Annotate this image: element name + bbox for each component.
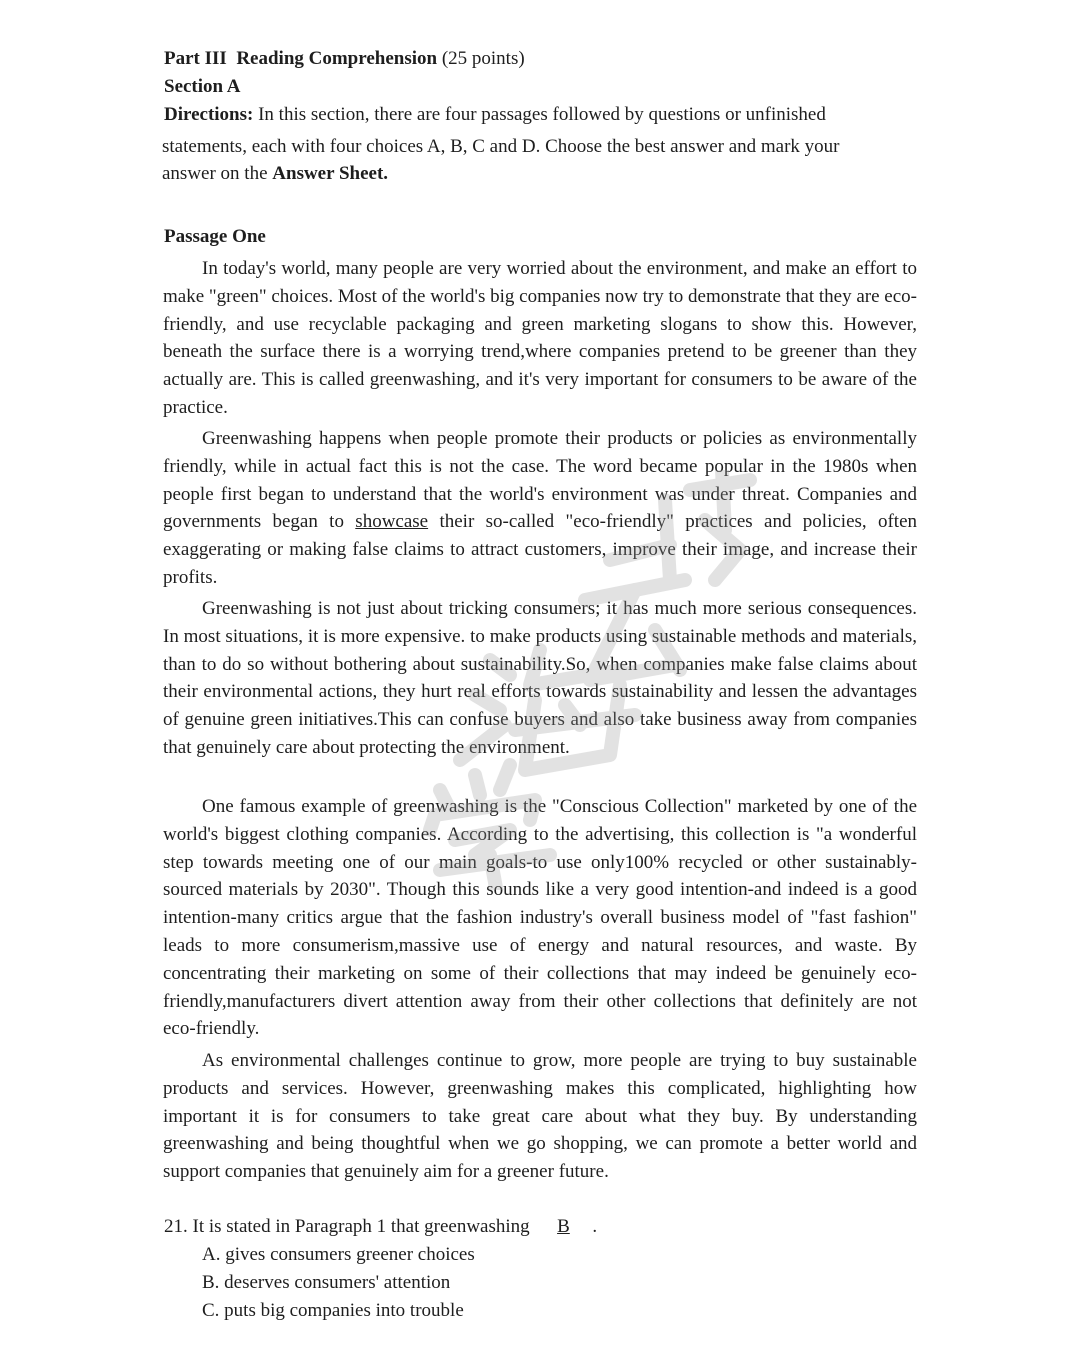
directions-text-1: In this section, there are four passages followed by questions or unfinished	[258, 104, 826, 125]
option-a: A. gives consumers greener choices	[202, 1244, 475, 1265]
directions-label: Directions:	[164, 104, 254, 125]
part-title: Reading Comprehension	[236, 48, 438, 69]
option-b: B. deserves consumers' attention	[202, 1272, 451, 1293]
question-stem-text: 21. It is stated in Paragraph 1 that greenwashing	[164, 1216, 530, 1237]
answer-sheet-label: Answer Sheet.	[272, 163, 389, 184]
directions-line-1	[164, 101, 826, 129]
paragraph-1: In today's world, many people are very worried about the environment, and make an effort to make "green" choices. Most of the world's big companies now try to demonstrate that they are eco-friendly, and use recyclable packaging and green marketing slogans to show this. However, beneath the surface there is a worrying trend,where companies pretend to be greener than they actually are. This is called greenwashing, and it's very important for consumers to be aware of the practice.	[163, 258, 917, 418]
paragraph-4: One famous example of greenwashing is the "Conscious Collection" marketed by one of the world's biggest clothing companies. According to the advertising, this collection is "a wonderful step towards meeting one of our main goals-to use only100% recycled or other sustainably-sourced materials by 2030". Though this sounds like a very good intention-and indeed is a good intention-many critics argue that the fashion industry's overall business model of "fast fashion" leads to more consumerism,massive use of energy and natural resources, and waste. By concentrating their marketing on some of their collections that may indeed be genuinely eco-friendly,manufacturers divert attention away from their other collections that definitely are not eco-friendly.	[163, 796, 917, 1040]
directions-line-3	[162, 160, 388, 188]
directions-line-2: statements, each with four choices A, B, C and D. Choose the best answer and mark your	[162, 136, 840, 157]
section-title: Section A	[164, 76, 241, 97]
paragraph-2	[163, 425, 917, 592]
paragraph-2-text-a: Greenwashing happens when people promote their products or policies as environmentally friendly, while in actual fact this is not the case. The word became popular in the 1980s when people first began to understand that the world's environment was under threat. Companies and governments began to	[163, 428, 917, 533]
underlined-word-showcase: showcase	[355, 511, 429, 533]
paragraph-3: Greenwashing is not just about tricking consumers; it has much more serious consequences. In most situations, it is more expensive. to make products using sustainable methods and materials, than to do so without bothering about sustainability.So, when companies make false claims about their environmental actions, they hurt real efforts towards sustainability and lessen the advantages of genuine green initiatives.This can confuse buyers and also take business away from companies that genuinely care about protecting the environment.	[163, 598, 917, 758]
question-21-stem	[164, 1213, 597, 1241]
option-c: C. puts big companies into trouble	[202, 1300, 464, 1321]
paragraph-5: As environmental challenges continue to grow, more people are trying to buy sustainable products and services. However, greenwashing makes this complicated, highlighting how important it is for consumers to take great care about what they buy. By understanding greenwashing and being thoughtful when we go shopping, we can promote a better world and support companies that genuinely aim for a greener future.	[163, 1050, 917, 1183]
part-heading	[164, 45, 525, 73]
answer-blank: B	[557, 1216, 570, 1237]
question-end-mark: .	[592, 1216, 598, 1237]
part-points: (25 points)	[441, 48, 525, 69]
directions-text-3: answer on the	[162, 163, 268, 184]
paragraph-2-text-b: their so-called "eco-friendly" practices and policies, often exaggerating or making false claims to attract customers, improve their image, and increase their profits.	[163, 511, 918, 588]
passage-title: Passage One	[164, 226, 266, 247]
part-label: Part III	[164, 48, 227, 69]
